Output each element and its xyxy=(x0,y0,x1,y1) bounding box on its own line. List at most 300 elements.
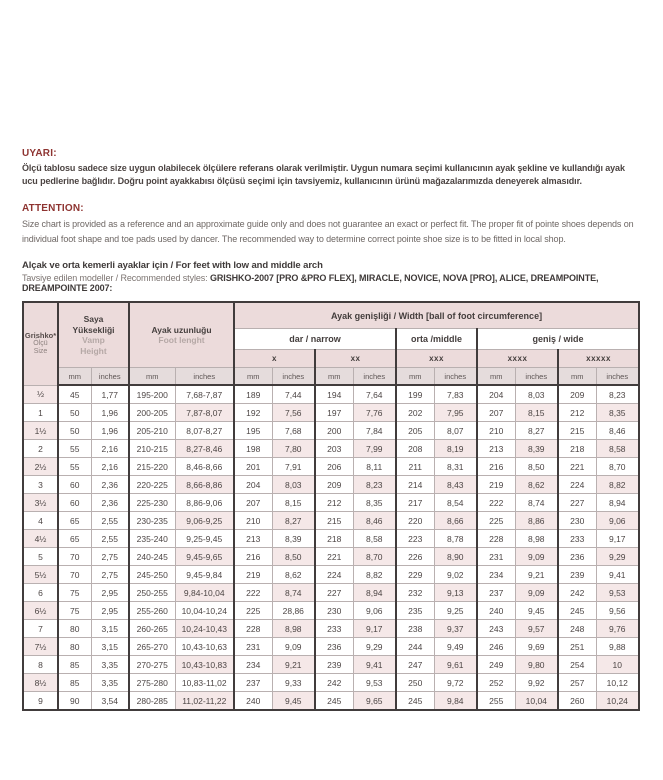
value-cell: 205 xyxy=(396,422,434,440)
unit-mm-label: mm xyxy=(315,368,353,386)
value-cell: 233 xyxy=(558,530,596,548)
value-cell: 8,94 xyxy=(353,584,396,602)
unit-mm-label: mm xyxy=(396,368,434,386)
value-cell: 8,15 xyxy=(515,404,558,422)
uyari-text: Ölçü tablosu sadece size uygun olabilecek ölçülere referans olarak verilmiştir. Uygun numara seçimi kullanıcının ayak şekline ve kullandığı ayak ucu pedlerine bağlıdır. Doğru point ayakkabısı ölçüsü seçimi için tavsiyemiz, kullanıcının ürünü mağazalarımızda deneyerek almasıdır. xyxy=(22,163,625,186)
value-cell: 215 xyxy=(315,512,353,530)
size-cell: 6½ xyxy=(23,602,58,620)
unit-mm-label: mm xyxy=(58,368,91,386)
value-cell: 213 xyxy=(477,440,515,458)
value-cell: 55 xyxy=(58,440,91,458)
value-cell: 8,50 xyxy=(515,458,558,476)
value-cell: 226 xyxy=(396,548,434,566)
value-cell: 198 xyxy=(234,440,272,458)
value-cell: 45 xyxy=(58,385,91,404)
value-cell: 224 xyxy=(315,566,353,584)
size-cell: 6 xyxy=(23,584,58,602)
value-cell: 8,27-8,46 xyxy=(175,440,234,458)
value-cell: 9,17 xyxy=(596,530,639,548)
value-cell: 8,66-8,86 xyxy=(175,476,234,494)
value-cell: 1,96 xyxy=(91,422,129,440)
value-cell: 239 xyxy=(315,656,353,674)
table-row xyxy=(23,620,639,638)
header-size-column xyxy=(23,302,58,385)
value-cell: 7,44 xyxy=(272,385,315,404)
value-cell: 216 xyxy=(477,458,515,476)
value-cell: 240 xyxy=(234,692,272,711)
size-cell: 4 xyxy=(23,512,58,530)
value-cell: 9,29 xyxy=(596,548,639,566)
value-cell: 2,55 xyxy=(91,512,129,530)
value-cell: 217 xyxy=(396,494,434,512)
value-cell: 230 xyxy=(558,512,596,530)
value-cell: 7,68 xyxy=(272,422,315,440)
header-size-olcu: Ölçü xyxy=(33,339,48,347)
value-cell: 275-280 xyxy=(129,674,175,692)
value-cell: 2,55 xyxy=(91,530,129,548)
size-table-body xyxy=(23,385,639,710)
value-cell: 9,06 xyxy=(353,602,396,620)
value-cell: 8,70 xyxy=(353,548,396,566)
table-row xyxy=(23,422,639,440)
value-cell: 8,54 xyxy=(434,494,477,512)
value-cell: 7,84 xyxy=(353,422,396,440)
value-cell: 232 xyxy=(396,584,434,602)
value-cell: 9,61 xyxy=(434,656,477,674)
value-cell: 238 xyxy=(396,620,434,638)
foot-title: Ayak uzunluğu xyxy=(151,324,212,335)
value-cell: 204 xyxy=(234,476,272,494)
value-cell: 8,03 xyxy=(515,385,558,404)
header-xxx: xxx xyxy=(396,350,477,368)
value-cell: 9,45-9,65 xyxy=(175,548,234,566)
header-xxxx: xxxx xyxy=(477,350,558,368)
value-cell: 60 xyxy=(58,494,91,512)
value-cell: 1,77 xyxy=(91,385,129,404)
value-cell: 235-240 xyxy=(129,530,175,548)
value-cell: 228 xyxy=(477,530,515,548)
value-cell: 2,95 xyxy=(91,584,129,602)
value-cell: 9,76 xyxy=(596,620,639,638)
value-cell: 245 xyxy=(396,692,434,711)
value-cell: 215 xyxy=(558,422,596,440)
value-cell: 233 xyxy=(315,620,353,638)
value-cell: 9,13 xyxy=(434,584,477,602)
value-cell: 9,09 xyxy=(272,638,315,656)
value-cell: 9,37 xyxy=(434,620,477,638)
value-cell: 260 xyxy=(558,692,596,711)
value-cell: 222 xyxy=(234,584,272,602)
value-cell: 3,35 xyxy=(91,674,129,692)
value-cell: 224 xyxy=(558,476,596,494)
value-cell: 75 xyxy=(58,584,91,602)
value-cell: 205-210 xyxy=(129,422,175,440)
value-cell: 9,06-9,25 xyxy=(175,512,234,530)
size-cell: 1½ xyxy=(23,422,58,440)
value-cell: 9,09 xyxy=(515,548,558,566)
value-cell: 2,75 xyxy=(91,566,129,584)
value-cell: 7,76 xyxy=(353,404,396,422)
uyari-heading: UYARI: xyxy=(22,148,57,159)
value-cell: 7,68-7,87 xyxy=(175,385,234,404)
table-row xyxy=(23,602,639,620)
value-cell: 220 xyxy=(396,512,434,530)
value-cell: 243 xyxy=(477,620,515,638)
value-cell: 234 xyxy=(477,566,515,584)
value-cell: 254 xyxy=(558,656,596,674)
value-cell: 228 xyxy=(234,620,272,638)
unit-inches-label: inches xyxy=(272,368,315,386)
size-cell: 1 xyxy=(23,404,58,422)
value-cell: 8,74 xyxy=(272,584,315,602)
header-xx: xx xyxy=(315,350,396,368)
value-cell: 9,92 xyxy=(515,674,558,692)
value-cell: 90 xyxy=(58,692,91,711)
value-cell: 28,86 xyxy=(272,602,315,620)
value-cell: 10,83-11,02 xyxy=(175,674,234,692)
value-cell: 8,15 xyxy=(272,494,315,512)
value-cell: 2,75 xyxy=(91,548,129,566)
table-row xyxy=(23,638,639,656)
vamp-sub-line1: Vamp xyxy=(82,335,105,345)
value-cell: 55 xyxy=(58,458,91,476)
value-cell: 7,83 xyxy=(434,385,477,404)
header-middle: orta /middle xyxy=(396,329,477,350)
value-cell: 9,80 xyxy=(515,656,558,674)
header-vamp-height xyxy=(58,302,129,368)
value-cell: 9,45-9,84 xyxy=(175,566,234,584)
size-chart-table xyxy=(22,301,640,711)
value-cell: 216 xyxy=(234,548,272,566)
value-cell: 240 xyxy=(477,602,515,620)
value-cell: 10,43-10,63 xyxy=(175,638,234,656)
recommended-styles-line xyxy=(22,273,641,293)
value-cell: 237 xyxy=(234,674,272,692)
value-cell: 239 xyxy=(558,566,596,584)
value-cell: 7,91 xyxy=(272,458,315,476)
table-row xyxy=(23,404,639,422)
value-cell: 200-205 xyxy=(129,404,175,422)
value-cell: 8,11 xyxy=(353,458,396,476)
unit-mm-label: mm xyxy=(129,368,175,386)
value-cell: 225 xyxy=(234,602,272,620)
value-cell: 9,45 xyxy=(515,602,558,620)
value-cell: 10 xyxy=(596,656,639,674)
value-cell: 202 xyxy=(396,404,434,422)
value-cell: 8,82 xyxy=(596,476,639,494)
value-cell: 210 xyxy=(477,422,515,440)
header-size-size: Size xyxy=(33,347,48,355)
value-cell: 8,27 xyxy=(272,512,315,530)
unit-inches-label: inches xyxy=(596,368,639,386)
value-cell: 225-230 xyxy=(129,494,175,512)
value-cell: 8,82 xyxy=(353,566,396,584)
value-cell: 8,19 xyxy=(434,440,477,458)
value-cell: 9,72 xyxy=(434,674,477,692)
header-xxxxx: xxxxx xyxy=(558,350,639,368)
header-width-group: Ayak genişliği / Width [ball of foot circumference] xyxy=(234,302,639,329)
value-cell: 221 xyxy=(315,548,353,566)
size-cell: 7 xyxy=(23,620,58,638)
value-cell: 8,46 xyxy=(353,512,396,530)
table-header xyxy=(23,302,639,385)
value-cell: 8,07-8,27 xyxy=(175,422,234,440)
vamp-sub-line2: Height xyxy=(80,345,107,356)
value-cell: 265-270 xyxy=(129,638,175,656)
value-cell: 211 xyxy=(396,458,434,476)
value-cell: 85 xyxy=(58,656,91,674)
value-cell: 194 xyxy=(315,385,353,404)
value-cell: 280-285 xyxy=(129,692,175,711)
value-cell: 9,88 xyxy=(596,638,639,656)
table-row xyxy=(23,566,639,584)
value-cell: 8,62 xyxy=(515,476,558,494)
value-cell: 218 xyxy=(558,440,596,458)
value-cell: 8,58 xyxy=(353,530,396,548)
value-cell: 212 xyxy=(315,494,353,512)
value-cell: 209 xyxy=(558,385,596,404)
value-cell: 8,03 xyxy=(272,476,315,494)
value-cell: 248 xyxy=(558,620,596,638)
value-cell: 9,65 xyxy=(353,692,396,711)
value-cell: 247 xyxy=(396,656,434,674)
size-cell: 3 xyxy=(23,476,58,494)
value-cell: 9,21 xyxy=(272,656,315,674)
value-cell: 203 xyxy=(315,440,353,458)
table-row xyxy=(23,512,639,530)
unit-row xyxy=(23,368,639,386)
table-row xyxy=(23,656,639,674)
value-cell: 85 xyxy=(58,674,91,692)
size-cell: 3½ xyxy=(23,494,58,512)
value-cell: 250 xyxy=(396,674,434,692)
value-cell: 7,87-8,07 xyxy=(175,404,234,422)
value-cell: 9,69 xyxy=(515,638,558,656)
unit-inches-label: inches xyxy=(175,368,234,386)
attention-text: Size chart is provided as a reference and an approximate guide only and does not guarantee an exact or perfect fit. The proper fit of pointe shoes depends on individual foot shape and toe pads used by dancer. The recommended way to determine correct pointe shoe size is to be fitted in local shop. xyxy=(22,219,634,244)
size-cell: 2½ xyxy=(23,458,58,476)
value-cell: 7,80 xyxy=(272,440,315,458)
value-cell: 8,07 xyxy=(434,422,477,440)
value-cell: 8,39 xyxy=(515,440,558,458)
table-row xyxy=(23,584,639,602)
value-cell: 235 xyxy=(396,602,434,620)
value-cell: 195 xyxy=(234,422,272,440)
value-cell: 218 xyxy=(315,530,353,548)
size-cell: 9 xyxy=(23,692,58,711)
value-cell: 214 xyxy=(396,476,434,494)
value-cell: 237 xyxy=(477,584,515,602)
value-cell: 7,64 xyxy=(353,385,396,404)
value-cell: 257 xyxy=(558,674,596,692)
value-cell: 220-225 xyxy=(129,476,175,494)
value-cell: 8,86 xyxy=(515,512,558,530)
table-row xyxy=(23,440,639,458)
value-cell: 8,74 xyxy=(515,494,558,512)
value-cell: 10,04 xyxy=(515,692,558,711)
value-cell: 8,98 xyxy=(272,620,315,638)
value-cell: 236 xyxy=(315,638,353,656)
value-cell: 9,57 xyxy=(515,620,558,638)
size-cell: 8 xyxy=(23,656,58,674)
value-cell: 9,41 xyxy=(353,656,396,674)
value-cell: 242 xyxy=(315,674,353,692)
value-cell: 9,53 xyxy=(353,674,396,692)
value-cell: 9,02 xyxy=(434,566,477,584)
value-cell: 75 xyxy=(58,602,91,620)
value-cell: 7,99 xyxy=(353,440,396,458)
value-cell: 2,36 xyxy=(91,494,129,512)
foot-sub: Foot lenght xyxy=(158,335,205,345)
value-cell: 8,35 xyxy=(353,494,396,512)
header-narrow: dar / narrow xyxy=(234,329,396,350)
size-cell: 8½ xyxy=(23,674,58,692)
value-cell: 229 xyxy=(396,566,434,584)
value-cell: 9,09 xyxy=(515,584,558,602)
table-row xyxy=(23,494,639,512)
value-cell: 8,86-9,06 xyxy=(175,494,234,512)
value-cell: 10,24 xyxy=(596,692,639,711)
value-cell: 9,29 xyxy=(353,638,396,656)
value-cell: 207 xyxy=(477,404,515,422)
value-cell: 2,16 xyxy=(91,440,129,458)
value-cell: 9,21 xyxy=(515,566,558,584)
value-cell: 65 xyxy=(58,512,91,530)
header-x: x xyxy=(234,350,315,368)
unit-inches-label: inches xyxy=(434,368,477,386)
size-cell: 2 xyxy=(23,440,58,458)
table-row xyxy=(23,530,639,548)
value-cell: 9,49 xyxy=(434,638,477,656)
value-cell: 7,95 xyxy=(434,404,477,422)
value-cell: 197 xyxy=(315,404,353,422)
value-cell: 246 xyxy=(477,638,515,656)
value-cell: 8,70 xyxy=(596,458,639,476)
value-cell: 209 xyxy=(315,476,353,494)
value-cell: 8,46 xyxy=(596,422,639,440)
arch-heading: Alçak ve orta kemerli ayaklar için / For feet with low and middle arch xyxy=(22,260,323,271)
value-cell: 8,58 xyxy=(596,440,639,458)
value-cell: 8,46-8,66 xyxy=(175,458,234,476)
header-foot-length xyxy=(129,302,234,368)
value-cell: 9,17 xyxy=(353,620,396,638)
value-cell: 8,23 xyxy=(353,476,396,494)
value-cell: 50 xyxy=(58,422,91,440)
value-cell: 270-275 xyxy=(129,656,175,674)
header-row-groups xyxy=(23,302,639,329)
value-cell: 80 xyxy=(58,620,91,638)
value-cell: 8,23 xyxy=(596,385,639,404)
value-cell: 215-220 xyxy=(129,458,175,476)
header-wide: geniş / wide xyxy=(477,329,639,350)
value-cell: 9,53 xyxy=(596,584,639,602)
value-cell: 212 xyxy=(558,404,596,422)
value-cell: 50 xyxy=(58,404,91,422)
unit-inches-label: inches xyxy=(515,368,558,386)
table-row xyxy=(23,476,639,494)
value-cell: 60 xyxy=(58,476,91,494)
value-cell: 9,84-10,04 xyxy=(175,584,234,602)
value-cell: 2,16 xyxy=(91,458,129,476)
value-cell: 3,15 xyxy=(91,638,129,656)
value-cell: 219 xyxy=(477,476,515,494)
vamp-title-line2: Yüksekliği xyxy=(72,324,115,335)
value-cell: 242 xyxy=(558,584,596,602)
value-cell: 231 xyxy=(234,638,272,656)
value-cell: 8,78 xyxy=(434,530,477,548)
value-cell: 210-215 xyxy=(129,440,175,458)
value-cell: 240-245 xyxy=(129,548,175,566)
value-cell: 9,25-9,45 xyxy=(175,530,234,548)
value-cell: 210 xyxy=(234,512,272,530)
value-cell: 2,95 xyxy=(91,602,129,620)
value-cell: 255-260 xyxy=(129,602,175,620)
value-cell: 70 xyxy=(58,548,91,566)
value-cell: 222 xyxy=(477,494,515,512)
table-row xyxy=(23,548,639,566)
value-cell: 221 xyxy=(558,458,596,476)
value-cell: 231 xyxy=(477,548,515,566)
vamp-title-line1: Saya xyxy=(83,314,104,324)
value-cell: 8,27 xyxy=(515,422,558,440)
value-cell: 10,24-10,43 xyxy=(175,620,234,638)
value-cell: 8,39 xyxy=(272,530,315,548)
size-cell: 4½ xyxy=(23,530,58,548)
size-cell: 5 xyxy=(23,548,58,566)
value-cell: 192 xyxy=(234,404,272,422)
table-row xyxy=(23,692,639,711)
value-cell: 195-200 xyxy=(129,385,175,404)
value-cell: 8,62 xyxy=(272,566,315,584)
size-cell: 7½ xyxy=(23,638,58,656)
value-cell: 10,04-10,24 xyxy=(175,602,234,620)
value-cell: 249 xyxy=(477,656,515,674)
value-cell: 227 xyxy=(558,494,596,512)
unit-mm-label: mm xyxy=(234,368,272,386)
value-cell: 9,45 xyxy=(272,692,315,711)
value-cell: 227 xyxy=(315,584,353,602)
value-cell: 225 xyxy=(477,512,515,530)
value-cell: 8,90 xyxy=(434,548,477,566)
size-cell: 5½ xyxy=(23,566,58,584)
value-cell: 8,35 xyxy=(596,404,639,422)
value-cell: 9,25 xyxy=(434,602,477,620)
value-cell: 230 xyxy=(315,602,353,620)
value-cell: 208 xyxy=(396,440,434,458)
value-cell: 3,54 xyxy=(91,692,129,711)
header-size-brand: Grishko* xyxy=(24,330,57,340)
value-cell: 213 xyxy=(234,530,272,548)
value-cell: 260-265 xyxy=(129,620,175,638)
unit-inches-label: inches xyxy=(353,368,396,386)
unit-mm-label: mm xyxy=(477,368,515,386)
value-cell: 234 xyxy=(234,656,272,674)
value-cell: 199 xyxy=(396,385,434,404)
value-cell: 189 xyxy=(234,385,272,404)
value-cell: 219 xyxy=(234,566,272,584)
value-cell: 8,43 xyxy=(434,476,477,494)
value-cell: 244 xyxy=(396,638,434,656)
value-cell: 250-255 xyxy=(129,584,175,602)
value-cell: 223 xyxy=(396,530,434,548)
value-cell: 206 xyxy=(315,458,353,476)
value-cell: 3,35 xyxy=(91,656,129,674)
value-cell: 70 xyxy=(58,566,91,584)
value-cell: 9,33 xyxy=(272,674,315,692)
unit-mm-label: mm xyxy=(558,368,596,386)
value-cell: 8,94 xyxy=(596,494,639,512)
value-cell: 236 xyxy=(558,548,596,566)
